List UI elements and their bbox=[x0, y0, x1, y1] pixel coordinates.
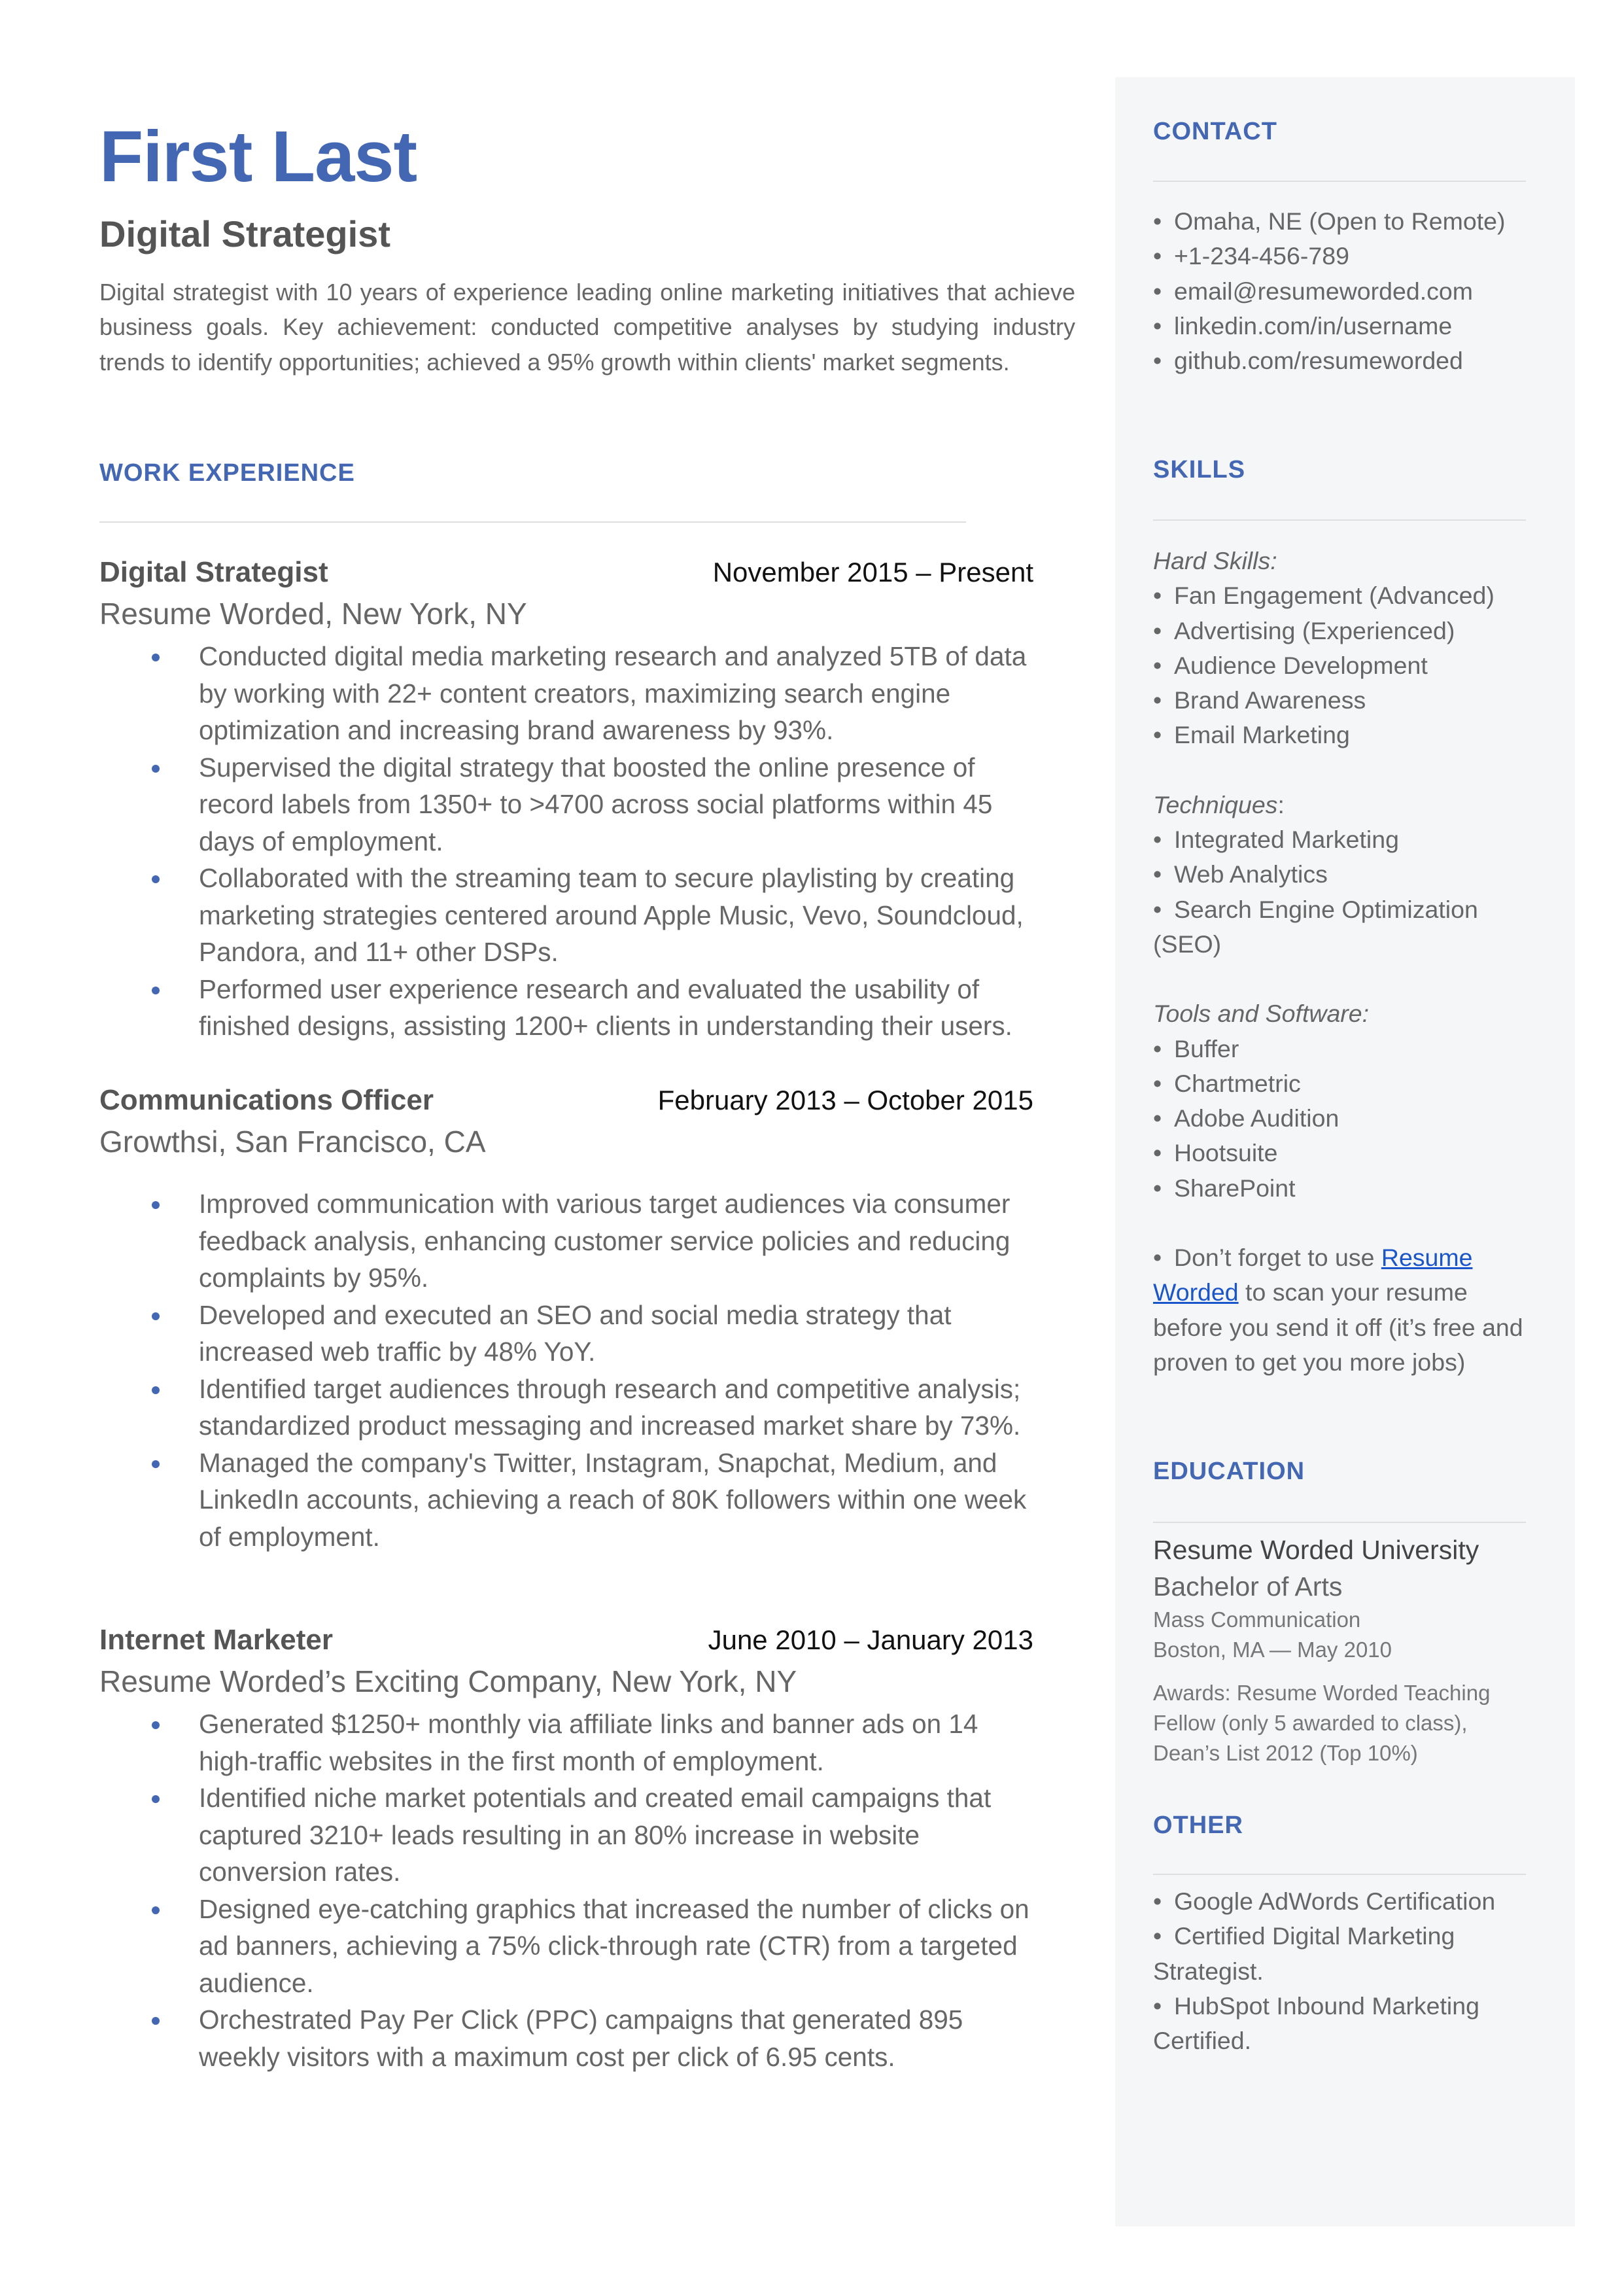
other-item: • Google AdWords Certification bbox=[1153, 1887, 1496, 1915]
job-company: Growthsi, San Francisco, CA bbox=[99, 1125, 486, 1159]
education-field: Mass Communication bbox=[1153, 1607, 1361, 1632]
job-bullet: Identified niche market potentials and created email campaigns that captured 3210+ leads resulting in an 80% increase in website conversion rates. bbox=[99, 1779, 1033, 1891]
contact-github[interactable]: • github.com/resumeworded bbox=[1153, 347, 1463, 375]
techniques-label: Techniques: bbox=[1153, 790, 1285, 818]
other-list bbox=[1153, 1884, 1532, 2058]
other-divider bbox=[1153, 1874, 1526, 1875]
skill-item: • Web Analytics bbox=[1153, 860, 1328, 888]
job-entry bbox=[99, 552, 1033, 1045]
work-divider bbox=[99, 521, 966, 523]
job-entry bbox=[99, 1079, 1033, 1555]
job-bullet: Managed the company's Twitter, Instagram, Snapchat, Medium, and LinkedIn accounts, achieving a reach of 80K followers within one week of employment. bbox=[99, 1445, 1033, 1556]
other-item: • Certified Digital Marketing Strategist. bbox=[1153, 1922, 1455, 1985]
education-awards: Awards: Resume Worded Teaching Fellow (only 5 awarded to class), Dean’s List 2012 (Top 10%) bbox=[1153, 1681, 1491, 1765]
skills-heading: SKILLS bbox=[1153, 456, 1246, 483]
contact-linkedin[interactable]: • linkedin.com/in/username bbox=[1153, 311, 1453, 340]
job-bullets bbox=[99, 638, 1033, 1045]
skill-item: • Integrated Marketing bbox=[1153, 826, 1399, 854]
candidate-name: First Last bbox=[99, 116, 417, 197]
job-company: Resume Worded’s Exciting Company, New York, NY bbox=[99, 1664, 797, 1698]
contact-phone: • +1-234-456-789 bbox=[1153, 242, 1349, 270]
job-role: Internet Marketer bbox=[99, 1624, 334, 1656]
job-bullet: Conducted digital media marketing research and analyzed 5TB of data by working with 22+ content creators, maximizing search engine optimization and increasing brand awareness by 93%. bbox=[99, 638, 1033, 749]
summary-paragraph: Digital strategist with 10 years of experience leading online marketing initiatives that achieve business goals. Key achievement: conducted competitive analyses by studying industry trends to identify opportunities; achieved a 95% growth within clients' market segments. bbox=[99, 279, 1075, 376]
contact-list bbox=[1153, 204, 1532, 378]
skill-item: • SharePoint bbox=[1153, 1174, 1296, 1202]
other-heading: OTHER bbox=[1153, 1812, 1243, 1839]
job-company: Resume Worded, New York, NY bbox=[99, 597, 527, 631]
job-bullet: Designed eye-catching graphics that increased the number of clicks on ad banners, achieving a 75% click-through rate (CTR) from a targeted audience. bbox=[99, 1891, 1033, 2002]
job-entry bbox=[99, 1619, 1033, 2075]
contact-divider bbox=[1153, 181, 1526, 182]
skill-item: • Audience Development bbox=[1153, 651, 1428, 679]
job-bullet: Supervised the digital strategy that boosted the online presence of record labels from 1350+ to >4700 across social platforms within 45 days of employment. bbox=[99, 749, 1033, 860]
skills-divider bbox=[1153, 519, 1526, 521]
skill-item: • Email Marketing bbox=[1153, 721, 1350, 749]
job-role: Digital Strategist bbox=[99, 556, 328, 588]
job-bullet: Orchestrated Pay Per Click (PPC) campaigns that generated 895 weekly visitors with a maximum cost per click of 6.95 cents. bbox=[99, 2001, 1033, 2075]
skill-item: • Brand Awareness bbox=[1153, 686, 1366, 714]
hard-skills-label: Hard Skills: bbox=[1153, 547, 1277, 574]
education-divider bbox=[1153, 1522, 1526, 1523]
job-bullet: Performed user experience research and evaluated the usability of finished designs, assisting 1200+ clients in understanding their users. bbox=[99, 971, 1033, 1045]
job-bullets bbox=[99, 1706, 1033, 2075]
job-dates: June 2010 – January 2013 bbox=[708, 1624, 1033, 1655]
job-bullets bbox=[99, 1185, 1033, 1555]
education-location-date: Boston, MA — May 2010 bbox=[1153, 1638, 1392, 1662]
skill-item: • Search Engine Optimization (SEO) bbox=[1153, 895, 1478, 958]
tools-list bbox=[1153, 1032, 1532, 1206]
resume-worded-tip: • Don’t forget to use Resume Worded to scan your resume before you send it off (it’s free and proven to get you more jobs) bbox=[1153, 1244, 1523, 1376]
hard-skills-list bbox=[1153, 578, 1532, 752]
job-bullet: Collaborated with the streaming team to secure playlisting by creating marketing strategies centered around Apple Music, Vevo, Soundcloud, Pandora, and 11+ other DSPs. bbox=[99, 860, 1033, 971]
contact-location: • Omaha, NE (Open to Remote) bbox=[1153, 207, 1506, 235]
tools-label: Tools and Software: bbox=[1153, 1000, 1370, 1028]
skill-item: • Adobe Audition bbox=[1153, 1104, 1339, 1132]
skills-block bbox=[1153, 544, 1532, 1380]
candidate-title: Digital Strategist bbox=[99, 213, 390, 254]
education-block bbox=[1153, 1532, 1532, 1768]
other-item: • HubSpot Inbound Marketing Certified. bbox=[1153, 1991, 1479, 2055]
job-bullet: Improved communication with various target audiences via consumer feedback analysis, enhancing customer service policies and reducing complaints by 95%. bbox=[99, 1185, 1033, 1297]
skill-item: • Buffer bbox=[1153, 1034, 1239, 1062]
contact-heading: CONTACT bbox=[1153, 118, 1277, 145]
job-bullet: Generated $1250+ monthly via affiliate links and banner ads on 14 high-traffic websites in the first month of employment. bbox=[99, 1706, 1033, 1779]
skill-item: • Advertising (Experienced) bbox=[1153, 616, 1455, 644]
resume-worded-link[interactable]: Resume Worded bbox=[1153, 1244, 1473, 1306]
job-bullet: Developed and executed an SEO and social media strategy that increased web traffic by 48% YoY. bbox=[99, 1297, 1033, 1371]
education-school: Resume Worded University bbox=[1153, 1535, 1479, 1565]
work-experience-heading: WORK EXPERIENCE bbox=[99, 459, 355, 487]
job-dates: November 2015 – Present bbox=[712, 557, 1033, 587]
education-heading: EDUCATION bbox=[1153, 1458, 1305, 1485]
contact-email[interactable]: • email@resumeworded.com bbox=[1153, 277, 1473, 305]
skill-item: • Fan Engagement (Advanced) bbox=[1153, 582, 1494, 610]
education-degree: Bachelor of Arts bbox=[1153, 1571, 1343, 1602]
skill-item: • Hootsuite bbox=[1153, 1139, 1278, 1167]
techniques-list bbox=[1153, 822, 1532, 962]
job-role: Communications Officer bbox=[99, 1084, 434, 1116]
job-bullet: Identified target audiences through research and competitive analysis; standardized product messaging and increased market share by 73%. bbox=[99, 1371, 1033, 1445]
skill-item: • Chartmetric bbox=[1153, 1069, 1301, 1097]
job-dates: February 2013 – October 2015 bbox=[657, 1085, 1033, 1115]
